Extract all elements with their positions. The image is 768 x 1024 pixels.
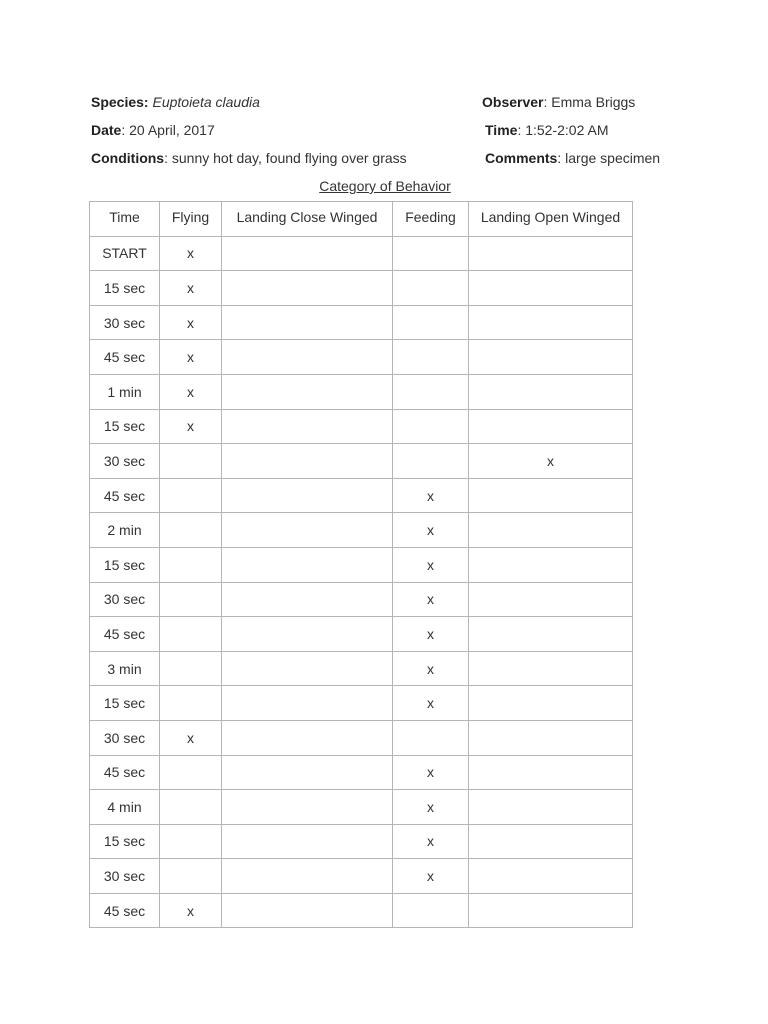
cell-feeding	[393, 305, 469, 340]
cell-time: 30 sec	[90, 582, 160, 617]
cell-time: 45 sec	[90, 478, 160, 513]
cell-landing-open-winged	[469, 374, 633, 409]
cell-landing-open-winged	[469, 720, 633, 755]
cell-feeding	[393, 374, 469, 409]
cell-feeding: x	[393, 651, 469, 686]
cell-flying: x	[160, 409, 222, 444]
cell-landing-open-winged	[469, 859, 633, 894]
table-row	[90, 444, 633, 479]
cell-landing-open-winged	[469, 790, 633, 825]
cell-flying	[160, 617, 222, 652]
table-header-row	[90, 202, 633, 237]
table-row	[90, 617, 633, 652]
table-row	[90, 271, 633, 306]
cell-landing-close-winged	[222, 686, 393, 721]
cell-feeding	[393, 340, 469, 375]
cell-time: 1 min	[90, 374, 160, 409]
date-value: : 20 April, 2017	[121, 122, 215, 138]
table-row	[90, 859, 633, 894]
cell-landing-open-winged	[469, 582, 633, 617]
comments-label: Comments	[485, 150, 558, 166]
cell-feeding	[393, 893, 469, 928]
cell-flying: x	[160, 893, 222, 928]
cell-landing-close-winged	[222, 444, 393, 479]
table-row	[90, 478, 633, 513]
cell-landing-open-winged	[469, 271, 633, 306]
cell-feeding: x	[393, 617, 469, 652]
cell-feeding	[393, 720, 469, 755]
cell-landing-close-winged	[222, 790, 393, 825]
cell-time: 15 sec	[90, 409, 160, 444]
conditions-line	[91, 149, 407, 167]
observer-value: : Emma Briggs	[543, 94, 636, 110]
cell-landing-open-winged	[469, 617, 633, 652]
cell-time: 15 sec	[90, 271, 160, 306]
cell-time: 45 sec	[90, 617, 160, 652]
cell-landing-close-winged	[222, 824, 393, 859]
cell-time: 30 sec	[90, 720, 160, 755]
cell-landing-open-winged	[469, 409, 633, 444]
column-header-flying: Flying	[160, 202, 222, 237]
cell-landing-open-winged	[469, 513, 633, 548]
cell-landing-open-winged	[469, 340, 633, 375]
cell-landing-close-winged	[222, 478, 393, 513]
cell-flying	[160, 478, 222, 513]
cell-landing-close-winged	[222, 651, 393, 686]
cell-flying	[160, 686, 222, 721]
comments-value: : large specimen	[557, 150, 661, 166]
behavior-table	[89, 201, 633, 928]
table-row	[90, 582, 633, 617]
table-row	[90, 374, 633, 409]
observer-label: Observer	[482, 94, 544, 110]
cell-landing-close-winged	[222, 513, 393, 548]
table-row	[90, 236, 633, 271]
cell-feeding: x	[393, 582, 469, 617]
cell-feeding: x	[393, 686, 469, 721]
species-label: Species:	[91, 94, 149, 110]
cell-landing-close-winged	[222, 305, 393, 340]
cell-landing-open-winged	[469, 305, 633, 340]
cell-landing-close-winged	[222, 409, 393, 444]
cell-landing-close-winged	[222, 755, 393, 790]
species-line	[91, 93, 260, 111]
cell-landing-close-winged	[222, 582, 393, 617]
cell-feeding: x	[393, 859, 469, 894]
table-row	[90, 755, 633, 790]
cell-landing-open-winged	[469, 547, 633, 582]
table-row	[90, 409, 633, 444]
table-row	[90, 893, 633, 928]
cell-time: 45 sec	[90, 755, 160, 790]
cell-flying	[160, 790, 222, 825]
cell-landing-open-winged: x	[469, 444, 633, 479]
cell-time: 45 sec	[90, 893, 160, 928]
cell-landing-open-winged	[469, 478, 633, 513]
cell-flying	[160, 513, 222, 548]
cell-flying	[160, 824, 222, 859]
cell-time: 30 sec	[90, 305, 160, 340]
table-row	[90, 790, 633, 825]
column-header-landing-close-winged: Landing Close Winged	[222, 202, 393, 237]
cell-feeding: x	[393, 547, 469, 582]
cell-landing-close-winged	[222, 859, 393, 894]
cell-landing-close-winged	[222, 374, 393, 409]
cell-time: 45 sec	[90, 340, 160, 375]
table-row	[90, 824, 633, 859]
cell-landing-close-winged	[222, 893, 393, 928]
cell-flying: x	[160, 271, 222, 306]
cell-flying: x	[160, 236, 222, 271]
cell-time: 2 min	[90, 513, 160, 548]
cell-landing-open-winged	[469, 686, 633, 721]
table-row	[90, 720, 633, 755]
time-line	[485, 121, 609, 139]
cell-feeding: x	[393, 513, 469, 548]
cell-time: START	[90, 236, 160, 271]
time-label: Time	[485, 122, 518, 138]
cell-flying: x	[160, 305, 222, 340]
cell-feeding: x	[393, 755, 469, 790]
conditions-value: : sunny hot day, found flying over grass	[164, 150, 407, 166]
table-row	[90, 547, 633, 582]
column-header-time: Time	[90, 202, 160, 237]
cell-feeding: x	[393, 790, 469, 825]
table-body	[90, 236, 633, 928]
table-row	[90, 686, 633, 721]
column-header-feeding: Feeding	[393, 202, 469, 237]
cell-time: 4 min	[90, 790, 160, 825]
table-caption: Category of Behavior	[319, 178, 451, 194]
table-row	[90, 513, 633, 548]
cell-feeding: x	[393, 478, 469, 513]
species-value: Euptoieta claudia	[152, 94, 260, 110]
date-line	[91, 121, 215, 139]
cell-landing-close-winged	[222, 340, 393, 375]
cell-time: 3 min	[90, 651, 160, 686]
date-label: Date	[91, 122, 122, 138]
cell-feeding	[393, 271, 469, 306]
observer-line	[482, 93, 635, 111]
cell-flying	[160, 755, 222, 790]
cell-time: 30 sec	[90, 859, 160, 894]
cell-time: 15 sec	[90, 824, 160, 859]
cell-flying	[160, 859, 222, 894]
cell-landing-open-winged	[469, 893, 633, 928]
comments-line	[485, 149, 660, 167]
cell-feeding	[393, 409, 469, 444]
cell-landing-close-winged	[222, 271, 393, 306]
cell-feeding	[393, 444, 469, 479]
conditions-label: Conditions	[91, 150, 165, 166]
table-row	[90, 651, 633, 686]
cell-landing-open-winged	[469, 755, 633, 790]
cell-feeding: x	[393, 824, 469, 859]
cell-flying	[160, 444, 222, 479]
column-header-landing-open-winged: Landing Open Winged	[469, 202, 633, 237]
cell-flying	[160, 547, 222, 582]
table-row	[90, 340, 633, 375]
cell-landing-open-winged	[469, 236, 633, 271]
cell-flying: x	[160, 720, 222, 755]
cell-time: 30 sec	[90, 444, 160, 479]
table-row	[90, 305, 633, 340]
cell-landing-open-winged	[469, 824, 633, 859]
cell-landing-open-winged	[469, 651, 633, 686]
cell-landing-close-winged	[222, 617, 393, 652]
cell-flying	[160, 582, 222, 617]
cell-landing-close-winged	[222, 547, 393, 582]
cell-time: 15 sec	[90, 547, 160, 582]
cell-flying: x	[160, 374, 222, 409]
cell-landing-close-winged	[222, 236, 393, 271]
time-value: : 1:52-2:02 AM	[517, 122, 609, 138]
cell-feeding	[393, 236, 469, 271]
cell-landing-close-winged	[222, 720, 393, 755]
cell-flying: x	[160, 340, 222, 375]
cell-time: 15 sec	[90, 686, 160, 721]
cell-flying	[160, 651, 222, 686]
